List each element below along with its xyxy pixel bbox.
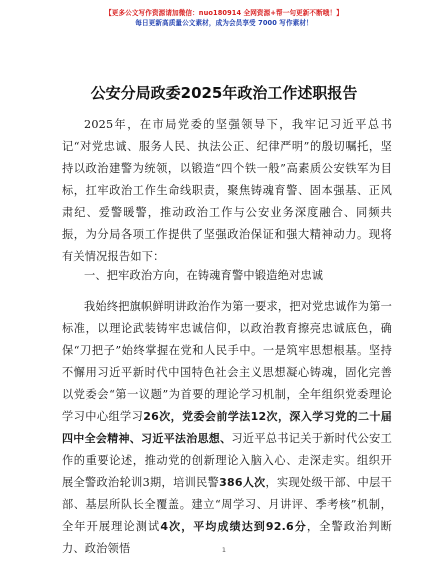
section-1-text-part-3: ，实现处级干部、中层干部、基层所队长全覆盖。建立“周学习、月讲评、季考核”机制，全年开展理论测试	[62, 476, 392, 533]
section-1-bold-part-1: 26次，党委会前学法12次，深入学习党的二十届四中全会精神、习近平法治思想、	[62, 410, 393, 445]
section-1-bold-part-3: 4次，平均成绩达到92.6分	[160, 520, 307, 533]
section-heading-1	[62, 265, 392, 287]
promo-banner-line-1: 【更多公文写作资源请加微信：nuo180914 全网资源+帮一句更新不断哦！】	[105, 9, 343, 17]
page-number: 1	[221, 546, 227, 554]
promo-banner-line-2: 每日更新高质量公文素材，成为会员享受 7000 写作素材！	[135, 19, 313, 27]
section-1-bold-part-2: 386人次	[219, 476, 266, 489]
section-1-text-part-1: 我始终把旗帜鲜明讲政治作为第一要求，把对党忠诚作为第一标准，以理论武装铸牢忠诚信仰，以政治教育擦亮忠诚底色，确保“刀把子”始终掌握在党和人民手中。一是筑牢思想根基。坚持不懈用习近平新时代中国特色社会主义思想凝心铸魂，固化完善以党委会“第一议题”为首要的理论学习机制，全年组织党委理论学习中心组学习	[62, 300, 392, 423]
intro-paragraph: 2025年，在市局党委的坚强领导下，我牢记习近平总书记“对党忠诚、服务人民、执法公正、纪律严明”的殷切嘱托，坚持以政治建警为统领，以锻造“四个铁一般”高素质公安铁军为目标，扛牢政治工作生命线职责，聚焦铸魂育警、固本强基、正风肃纪、爱警暖警，推动政治工作与公安业务深度融合、同频共振，为分局各项工作提供了坚强政治保证和强大精神动力。现将有关情况报告如下：	[62, 118, 392, 263]
section-1-text-part-2: 习近平总书记关于新时代公安工作的重要论述，推动党的创新理论入脑入心、走深走实。组织开展全警政治轮训3期，培训民警	[62, 432, 392, 489]
document-title: 公安分局政委2025年政治工作述职报告	[90, 84, 358, 102]
section-1-paragraph	[62, 296, 392, 560]
section-heading-1-text: 一、把牢政治方向，在铸魂育警中锻造绝对忠诚	[84, 269, 324, 282]
section-1-text-part-4: ，全警政治判断力、政治领悟	[62, 520, 392, 555]
